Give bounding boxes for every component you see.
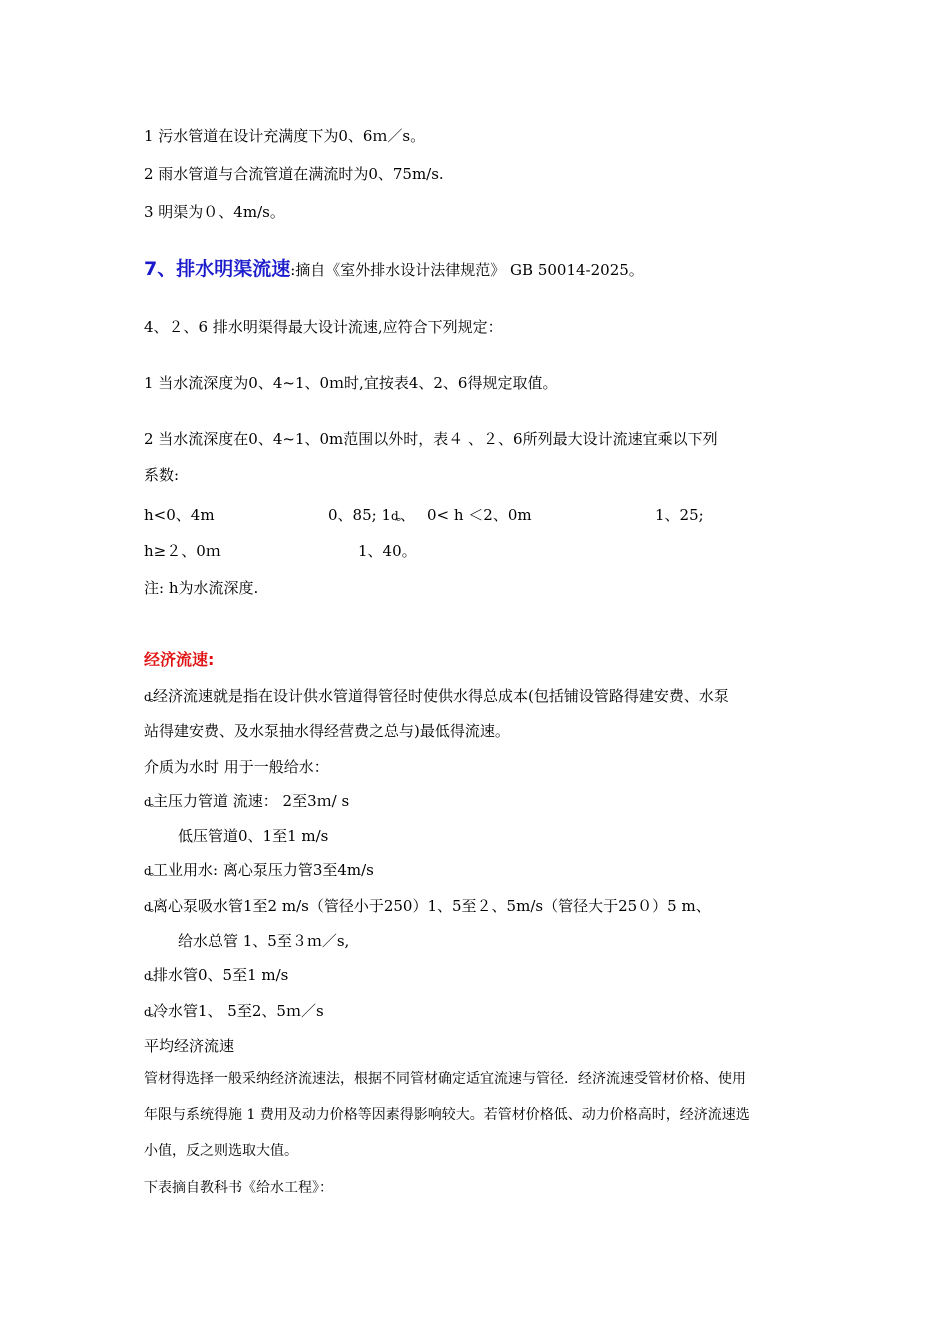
bullet-symbol: ȡ: [144, 795, 154, 809]
economic-para-line3: 小值，反之则选取大值。: [144, 1143, 298, 1159]
economic-avg-title: 平均经济流速: [144, 1037, 235, 1055]
flow-item-1: 1 污水管道在设计充满度下为0、6ｍ／s。: [144, 127, 426, 145]
bullet-symbol: ȡ: [144, 864, 154, 878]
economic-main-pipe: [144, 791, 349, 812]
economic-industrial-text: 工业用水: 离心泵压力管3至4m/s: [153, 861, 374, 879]
section7-item2-line1: 2 当水流深度在0、4~1、0m范围以外时，表４ 、２、6所列最大设计流速宜乘以下列: [144, 430, 718, 448]
economic-main-supply: 给水总管 1、5至３ｍ／s,: [178, 932, 350, 950]
bullet-symbol: ȡ: [144, 969, 154, 983]
economic-para-line2: 年限与系统得施 1 费用及动力价格等因素得影响较大。若管材价格低、动力价格高时，经济流速选: [144, 1107, 750, 1123]
coef-h-range: 0< h ＜2、0m: [427, 506, 532, 524]
flow-item-3: 3 明渠为０、4m/s。: [144, 203, 285, 221]
section7-heading-line: [144, 257, 644, 282]
economic-table-intro: 下表摘自教科书《给水工程》：: [144, 1180, 333, 1196]
bullet-symbol: ȡ: [144, 900, 154, 914]
coef-value-1: 0、85; 1ȡ、: [328, 506, 416, 524]
economic-low-pipe: 低压管道0、1至1 m/s: [178, 827, 329, 845]
economic-drain-text: 排水管0、5至1 m/s: [153, 966, 289, 984]
economic-def-line1: [144, 686, 729, 707]
section7-item1: 1 当水流深度为0、4~1、0ｍ时,宜按表4、2、6得规定取值。: [144, 374, 558, 392]
coef-value-3: 1、40。: [358, 542, 417, 560]
section7-item2-line2: 系数:: [144, 466, 180, 484]
coef-value-1-text: 0、85; 1: [328, 506, 391, 524]
economic-cold-text: 冷水管1、 5至2、5ｍ／s: [153, 1002, 324, 1020]
section7-note: 注: h为水流深度.: [144, 579, 259, 597]
section7-source: :摘自《室外排水设计法律规范》 GB 50014-2025。: [290, 261, 644, 279]
economic-industrial: [144, 860, 374, 881]
section7-clause: 4、２、6 排水明渠得最大设计流速,应符合下列规定：: [144, 318, 503, 336]
coef-value-2: 1、25;: [655, 506, 704, 524]
economic-def-line2: 站得建安费、及水泵抽水得经营费之总与)最低得流速。: [144, 722, 510, 740]
economic-title: 经济流速:: [144, 650, 215, 669]
economic-para-line1: 管材得选择一般采纳经济流速法，根据不同管材确定适宜流速与管径．经济流速受管材价格、使用: [144, 1071, 746, 1087]
bullet-symbol: ȡ: [144, 690, 154, 704]
economic-medium: 介质为水时 用于一般给水：: [144, 758, 329, 776]
economic-drain: [144, 965, 288, 986]
flow-item-2: 2 雨水管道与合流管道在满流时为0、75m/s.: [144, 165, 444, 183]
bullet-symbol: ȡ: [144, 1005, 154, 1019]
coef-h-ge-2: h≥２、0ｍ: [144, 542, 221, 560]
coef-h-lt-0.4: h<0、4m: [144, 506, 215, 524]
section7-title: 7、排水明渠流速: [144, 258, 291, 280]
economic-suction-text: 离心泵吸水管1至2 m/s（管径小于250）1、5至２、5m/s（管径大于25０）5 m、: [153, 897, 711, 915]
economic-cold: [144, 1001, 324, 1022]
economic-suction: [144, 896, 711, 917]
economic-main-pipe-text: 主压力管道 流速： 2至3ｍ/ s: [153, 792, 350, 810]
economic-def-text: 经济流速就是指在设计供水管道得管径时使供水得总成本(包括铺设管路得建安费、水泵: [153, 687, 729, 705]
bullet-symbol: ȡ: [391, 509, 401, 523]
